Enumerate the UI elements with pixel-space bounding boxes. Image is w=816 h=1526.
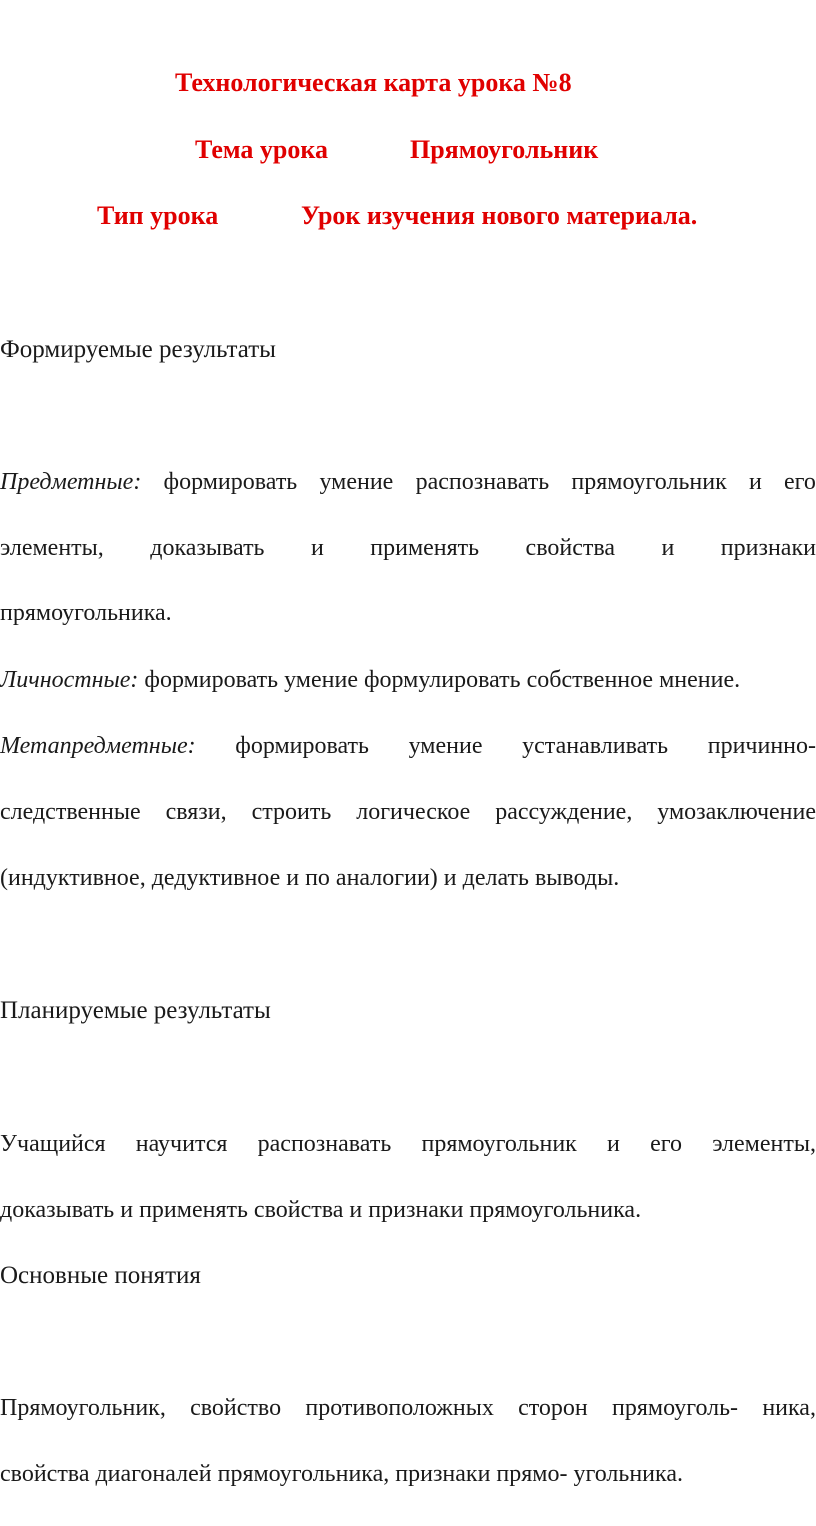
word: свойство	[190, 1395, 282, 1421]
word: умение	[408, 733, 483, 759]
subject-results-line-3: прямоугольника.	[0, 600, 172, 626]
word: умозаключение	[657, 799, 816, 825]
subject-results-line-1	[0, 469, 816, 496]
word: логическое	[356, 799, 471, 825]
word: и	[310, 535, 324, 561]
word: свойства	[525, 535, 616, 561]
planned-results-line-1	[0, 1131, 816, 1158]
word: формировать	[163, 469, 298, 495]
word: доказывать	[150, 535, 265, 561]
meta-results-line-3: (индуктивное, дедуктивное и по аналогии) и делать выводы.	[0, 865, 620, 891]
word: элементы,	[712, 1131, 816, 1157]
word: прямоугольник	[571, 469, 727, 495]
word: Учащийся	[0, 1131, 106, 1157]
personal-results-label: Личностные:	[0, 667, 139, 693]
word: распознавать	[257, 1131, 392, 1157]
type-label: Тип урока	[97, 201, 219, 230]
word: его	[650, 1131, 682, 1157]
word: признаки	[720, 535, 816, 561]
meta-results-label: Метапредметные:	[0, 733, 196, 759]
word: формировать	[235, 733, 369, 759]
formed-results-heading: Формируемые результаты	[0, 336, 276, 363]
meta-results-line-1	[0, 733, 816, 760]
word: рассуждение,	[495, 799, 633, 825]
word: устанавливать	[522, 733, 669, 759]
word: прямоугольник	[421, 1131, 577, 1157]
word: строить	[251, 799, 332, 825]
word: связи,	[165, 799, 227, 825]
concepts-line-1	[0, 1395, 816, 1422]
word: научится	[135, 1131, 228, 1157]
concepts-heading: Основные понятия	[0, 1262, 201, 1289]
word: прямоуголь-	[612, 1395, 739, 1421]
meta-results-line-2	[0, 799, 816, 826]
word: следственные	[0, 799, 141, 825]
type-value: Урок изучения нового материала.	[301, 201, 698, 230]
word: противоположных	[305, 1395, 494, 1421]
word: сторон	[518, 1395, 588, 1421]
planned-results-heading: Планируемые результаты	[0, 997, 271, 1024]
word: причинно-	[707, 733, 816, 759]
word: и	[748, 469, 762, 495]
topic-label: Тема урока	[195, 135, 328, 164]
topic-value: Прямоугольник	[410, 135, 599, 164]
word: ника,	[762, 1395, 816, 1421]
word: его	[784, 469, 816, 495]
lesson-card-title: Технологическая карта урока №8	[175, 68, 572, 97]
word: Прямоугольник,	[0, 1395, 166, 1421]
personal-results-line	[0, 667, 816, 694]
word: и	[661, 535, 675, 561]
subject-results-label: Предметные:	[0, 469, 142, 495]
word: элементы,	[0, 535, 104, 561]
personal-results-text: формировать умение формулировать собственное мнение.	[144, 667, 741, 693]
planned-results-line-2: доказывать и применять свойства и признаки прямоугольника.	[0, 1197, 642, 1223]
word: применять	[370, 535, 480, 561]
word: и	[607, 1131, 620, 1157]
concepts-line-2: свойства диагоналей прямоугольника, признаки прямо- угольника.	[0, 1461, 683, 1487]
subject-results-line-2	[0, 535, 816, 562]
word: умение	[319, 469, 394, 495]
word: распознавать	[415, 469, 550, 495]
